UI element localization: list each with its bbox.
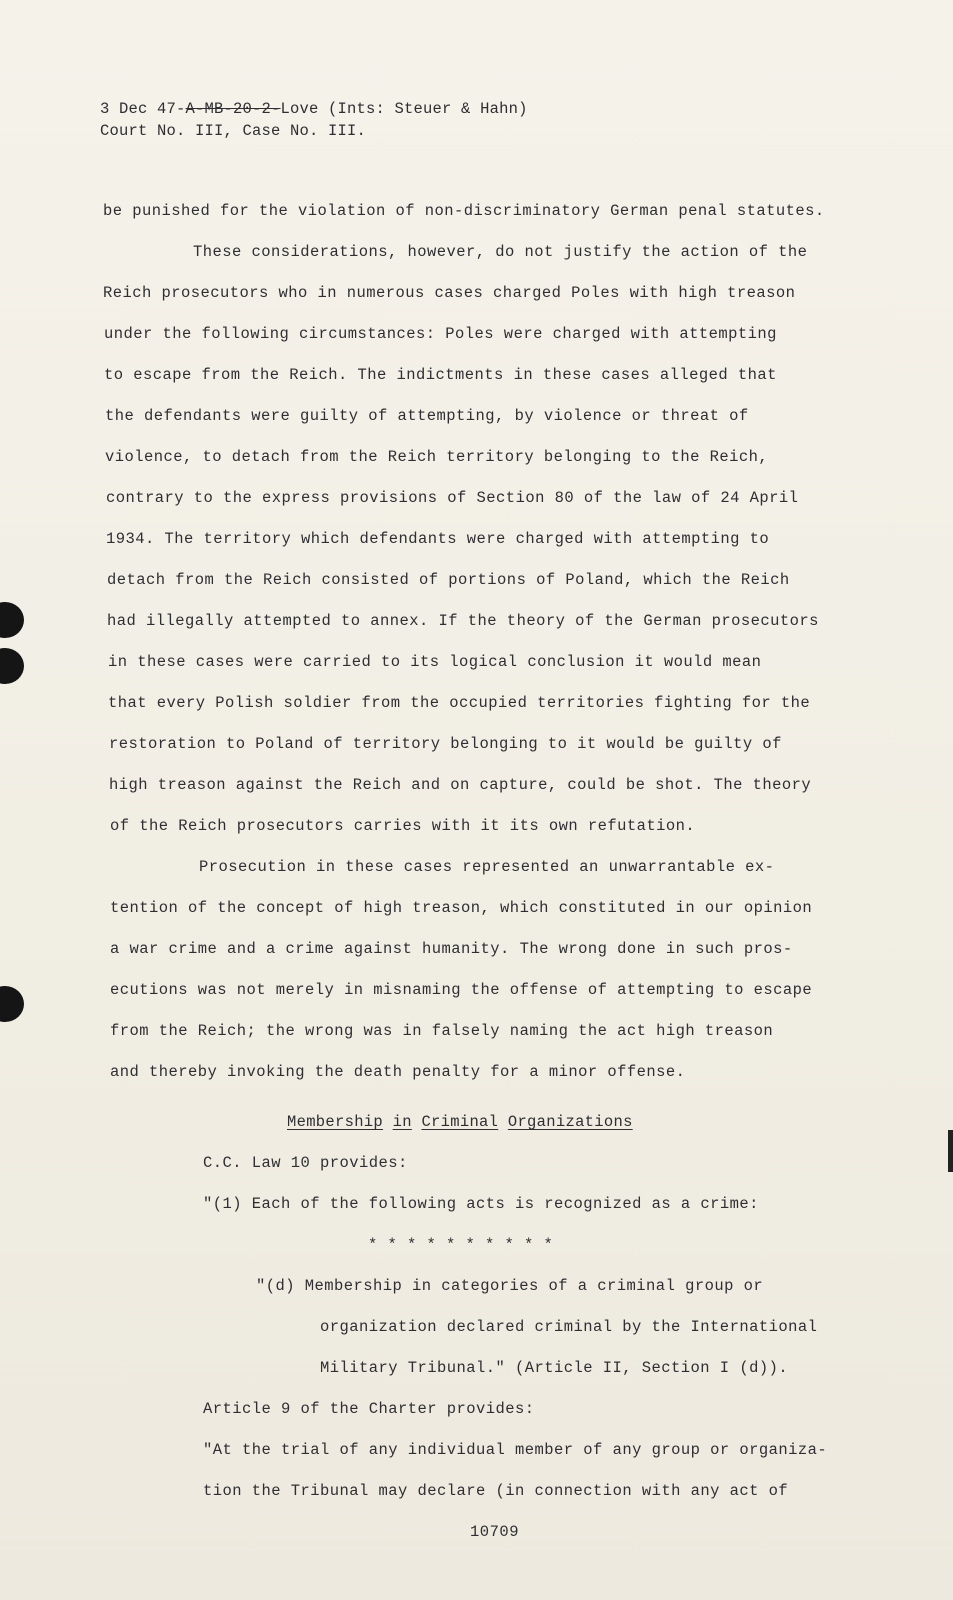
page-number: 10709 [470,1523,520,1541]
quote-line: "At the trial of any individual member of any group or organiza- [203,1441,828,1459]
quote-line: Military Tribunal." (Article II, Section I (d)). [320,1359,789,1377]
body-line: of the Reich prosecutors carries with it its own refutation. [110,817,696,835]
body-line: Prosecution in these cases represented an unwarrantable ex- [199,858,775,876]
body-line: from the Reich; the wrong was in falsely naming the act high treason [110,1022,774,1040]
header-line-2: Court No. III, Case No. III. [100,122,367,140]
body-line: ecutions was not merely in misnaming the offense of attempting to escape [110,981,813,999]
heading-word: Organizations [507,1113,633,1131]
quote-line: C.C. Law 10 provides: [203,1154,408,1172]
binder-hole [0,602,24,638]
body-line: 1934. The territory which defendants were charged with attempting to [106,530,770,548]
header-interpreters: Love (Ints: Steuer & Hahn) [280,100,528,118]
body-line: restoration to Poland of territory belonging to it would be guilty of [109,735,782,753]
quote-line: Article 9 of the Charter provides: [203,1400,535,1418]
heading-word: in [392,1113,412,1131]
body-line: and thereby invoking the death penalty for a minor offense. [110,1063,686,1081]
document-header [100,98,528,142]
heading-word: Membership [287,1113,384,1131]
body-line: contrary to the express provisions of Section 80 of the law of 24 April [106,489,799,507]
quote-line: "(1) Each of the following acts is recognized as a crime: [203,1195,759,1213]
header-date: 3 Dec 47- [100,100,186,118]
quote-line: tion the Tribunal may declare (in connection with any act of [203,1482,789,1500]
body-line: These considerations, however, do not justify the action of the [193,243,808,261]
heading-word: Criminal [421,1113,499,1131]
body-line: violence, to detach from the Reich territory belonging to the Reich, [105,448,769,466]
ellipsis-stars: * * * * * * * * * * [368,1236,554,1254]
body-line: high treason against the Reich and on capture, could be shot. The theory [109,776,812,794]
body-line: the defendants were guilty of attempting, by violence or threat of [105,407,749,425]
binder-hole [0,986,24,1022]
body-line: had illegally attempted to annex. If the theory of the German prosecutors [107,612,819,630]
quote-line: "(d) Membership in categories of a criminal group or [256,1277,764,1295]
header-struck-code: A-MB-20-2- [185,100,281,118]
quote-line: organization declared criminal by the International [320,1318,818,1336]
body-line: in these cases were carried to its logical conclusion it would mean [108,653,762,671]
binder-hole [0,648,24,684]
body-line: Reich prosecutors who in numerous cases charged Poles with high treason [103,284,796,302]
body-line: that every Polish soldier from the occupied territories fighting for the [108,694,811,712]
section-heading [287,1113,633,1131]
body-line: detach from the Reich consisted of portions of Poland, which the Reich [107,571,790,589]
edge-mark [948,1130,953,1172]
header-line-1 [100,98,528,120]
body-line: under the following circumstances: Poles were charged with attempting [104,325,777,343]
body-line: tention of the concept of high treason, which constituted in our opinion [110,899,813,917]
body-line: to escape from the Reich. The indictments in these cases alleged that [104,366,777,384]
body-line: be punished for the violation of non-discriminatory German penal statutes. [103,202,825,220]
body-line: a war crime and a crime against humanity. The wrong done in such pros- [110,940,793,958]
